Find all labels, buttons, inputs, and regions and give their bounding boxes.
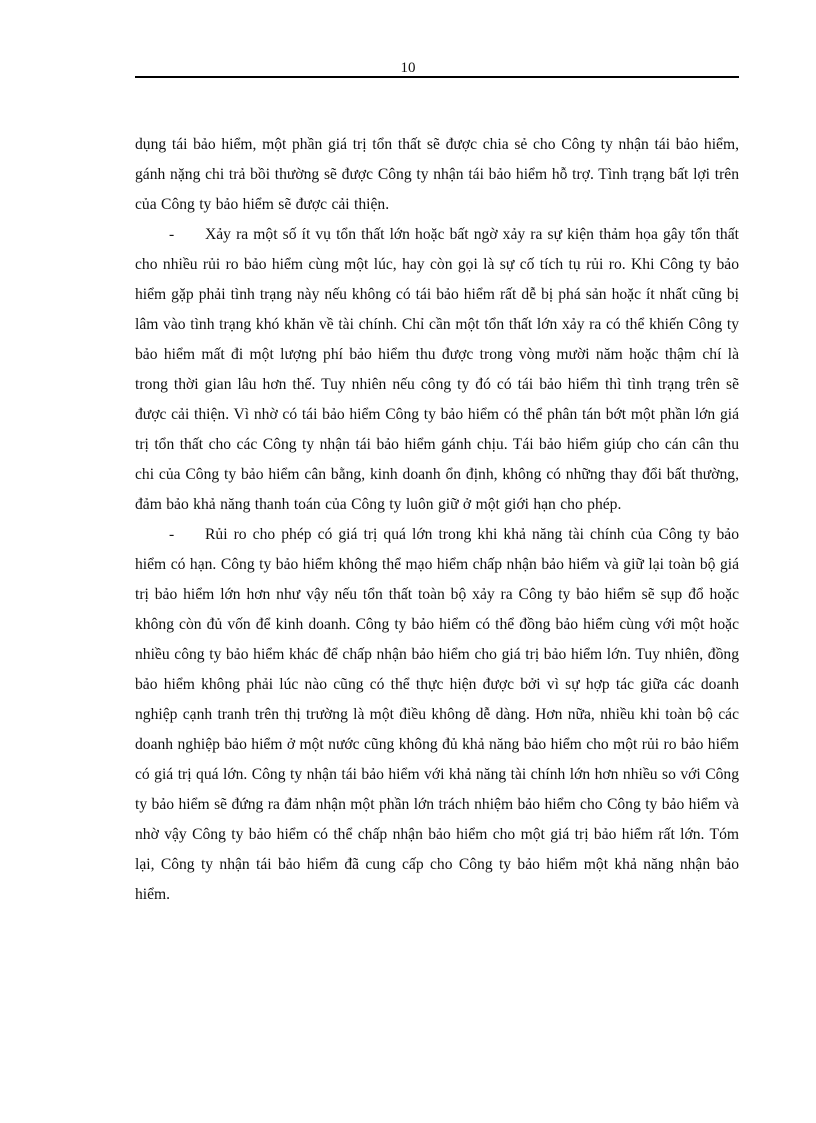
paragraph-text: Rủi ro cho phép có giá trị quá lớn trong khi khả năng tài chính của Công ty bảo hiểm có hạn. Công ty bảo hiểm không thể mạo hiểm chấp nhận bảo hiểm và giữ lại toàn bộ giá trị bảo hiểm lớn hơn như vậy nếu tổn thất toàn bộ xảy ra Công ty bảo hiểm sẽ sụp đổ hoặc không còn đủ vốn để kinh doanh. Công ty bảo hiểm có thể đồng bảo hiểm cùng với một hoặc nhiều công ty bảo hiểm khác để chấp nhận bảo hiểm cho giá trị bảo hiểm lớn. Tuy nhiên, đồng bảo hiểm không phải lúc nào cũng có thể thực hiện được bởi vì sự hợp tác giữa các doanh nghiệp cạnh tranh trên thị trường là một điều không dễ dàng. Hơn nữa, nhiều khi toàn bộ các doanh nghiệp bảo hiểm ở một nước cũng không đủ khả năng bảo hiểm cho một rủi ro bảo hiểm có giá trị quá lớn. Công ty nhận tái bảo hiểm với khả năng tài chính lớn hơn nhiều so với Công ty bảo hiểm sẽ đứng ra đảm nhận một phần lớn trách nhiệm bảo hiểm cho Công ty bảo hiểm và nhờ vậy Công ty bảo hiểm có thể chấp nhận bảo hiểm cho một giá trị bảo hiểm rất lớn. Tóm lại, Công ty nhận tái bảo hiểm đã cung cấp cho Công ty bảo hiểm một khả năng nhận bảo hiểm. <box>135 526 739 903</box>
body-text <box>135 130 739 910</box>
page-number: 10 <box>400 60 416 76</box>
paragraph-text: dụng tái bảo hiểm, một phần giá trị tổn thất sẽ được chia sẻ cho Công ty nhận tái bảo hiểm, gánh nặng chi trả bồi thường sẽ được Công ty nhận tái bảo hiểm hỗ trợ. Tình trạng bất lợi trên của Công ty bảo hiểm sẽ được cải thiện. <box>135 136 739 213</box>
paragraph-continuation <box>135 130 739 220</box>
header-rule <box>135 76 739 78</box>
bullet-dash: - <box>169 226 175 243</box>
paragraph-text: Xảy ra một số ít vụ tổn thất lớn hoặc bất ngờ xảy ra sự kiện thảm họa gây tổn thất cho nhiều rủi ro bảo hiểm cùng một lúc, hay còn gọi là sự cố tích tụ rủi ro. Khi Công ty bảo hiểm gặp phải tình trạng này nếu không có tái bảo hiểm rất dễ bị phá sản hoặc ít nhất cũng bị lâm vào tình trạng khó khăn về tài chính. Chỉ cần một tổn thất lớn xảy ra có thể khiến Công ty bảo hiểm mất đi một lượng phí bảo hiểm thu được trong vòng mười năm hoặc thậm chí là trong thời gian lâu hơn thế. Tuy nhiên nếu công ty đó có tái bảo hiểm thì tình trạng trên sẽ được cải thiện. Vì nhờ có tái bảo hiểm Công ty bảo hiểm có thể phân tán bớt một phần lớn giá trị tổn thất cho các Công ty nhận tái bảo hiểm gánh chịu. Tái bảo hiểm giúp cho cán cân thu chi của Công ty bảo hiểm cân bằng, kinh doanh ổn định, không có những thay đổi bất thường, đảm bảo khả năng thanh toán của Công ty luôn giữ ở một giới hạn cho phép. <box>135 226 739 513</box>
paragraph-bullet-large-risk <box>135 520 739 910</box>
paragraph-bullet-accumulation-risk <box>135 220 739 520</box>
bullet-dash: - <box>169 526 175 543</box>
